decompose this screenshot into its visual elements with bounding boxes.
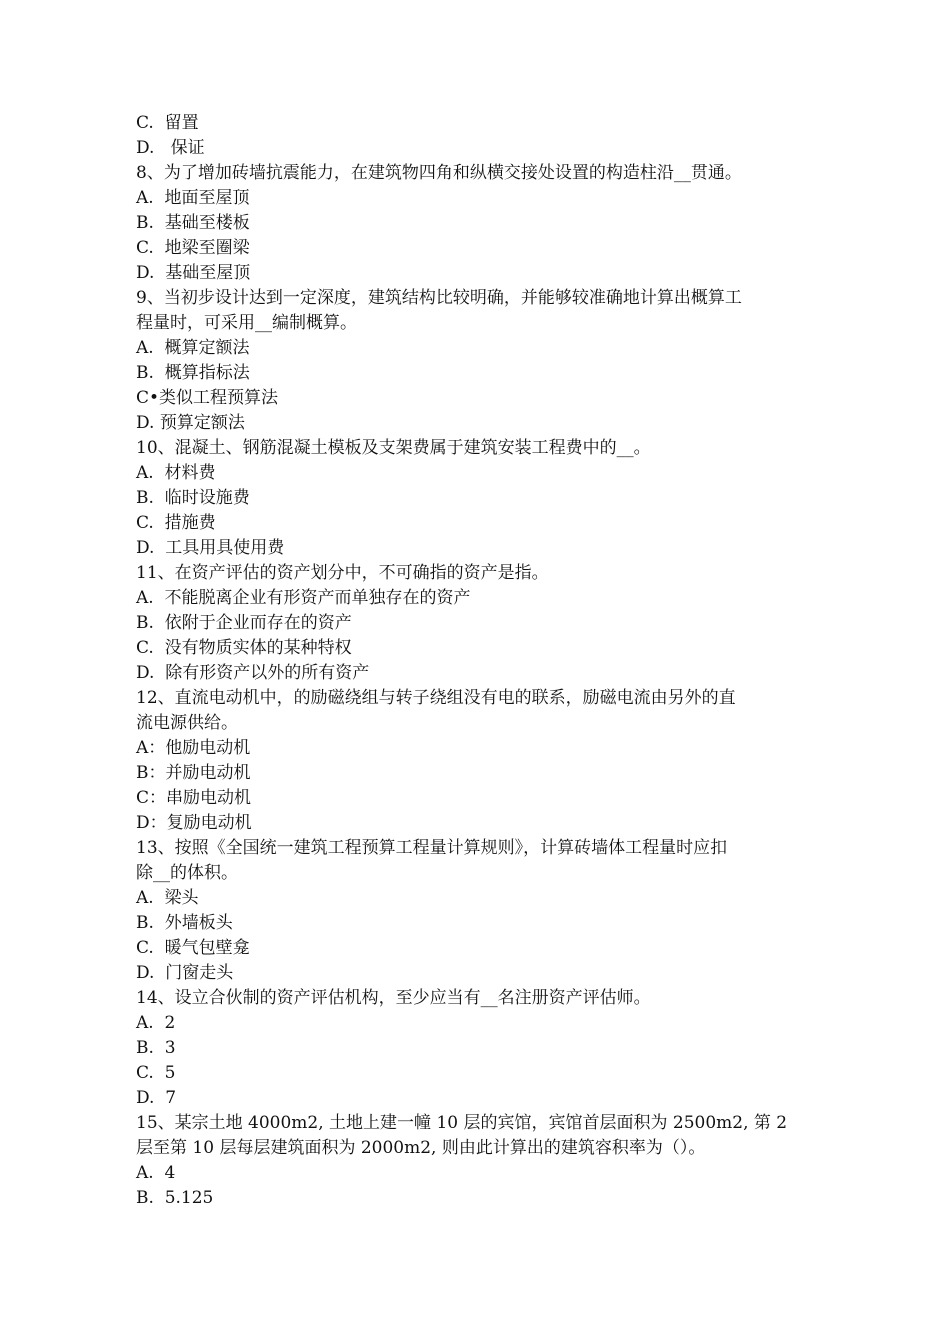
option-line: C. 措施费 (136, 513, 216, 533)
option-line: B. 5.125 (136, 1188, 214, 1208)
option-line: D. 工具用具使用费 (136, 538, 285, 558)
option-line: C. 地梁至圈梁 (136, 238, 250, 258)
text-line: D. 保证 (136, 138, 205, 158)
question-text: 8、为了增加砖墙抗震能力，在建筑物四角和纵横交接处设置的构造柱沿__贯通。 (136, 163, 742, 183)
question-text: 9、当初步设计达到一定深度，建筑结构比较明确，并能够较准确地计算出概算工 (136, 288, 742, 308)
option-line: D. 基础至屋顶 (136, 263, 251, 283)
question-text: 11、在资产评估的资产划分中，不可确指的资产是指。 (136, 563, 549, 583)
option-line: A. 不能脱离企业有形资产而单独存在的资产 (136, 588, 471, 608)
option-line: C：串励电动机 (136, 788, 252, 808)
option-line: A. 2 (136, 1013, 176, 1033)
option-line: D. 预算定额法 (136, 413, 245, 433)
option-line: C. 暖气包壁龛 (136, 938, 250, 958)
option-line: C. 5 (136, 1063, 176, 1083)
question-text: 层至第 10 层每层建筑面积为 2000m2, 则由此计算出的建筑容积率为（）。 (136, 1138, 706, 1158)
option-line: A：他励电动机 (136, 738, 251, 758)
option-line: A. 概算定额法 (136, 338, 250, 358)
option-line: A. 材料费 (136, 463, 216, 483)
option-line: B. 基础至楼板 (136, 213, 250, 233)
question-text: 流电源供给。 (136, 713, 238, 733)
option-line: B. 概算指标法 (136, 363, 250, 383)
option-line: D：复励电动机 (136, 813, 252, 833)
option-line: B：并励电动机 (136, 763, 251, 783)
option-line: A. 地面至屋顶 (136, 188, 250, 208)
document-page (136, 111, 826, 1211)
question-text: 13、按照《全国统一建筑工程预算工程量计算规则》，计算砖墙体工程量时应扣 (136, 838, 728, 858)
text-line: C. 留置 (136, 113, 199, 133)
option-line: C. 没有物质实体的某种特权 (136, 638, 352, 658)
question-text: 10、混凝土、钢筋混凝土模板及支架费属于建筑安装工程费中的__。 (136, 438, 651, 458)
option-line: A. 4 (136, 1163, 176, 1183)
option-line: B. 3 (136, 1038, 176, 1058)
option-line: C•类似工程预算法 (136, 388, 279, 408)
option-line: B. 外墙板头 (136, 913, 233, 933)
option-line: A. 梁头 (136, 888, 199, 908)
option-line: B. 临时设施费 (136, 488, 250, 508)
option-line: D. 门窗走头 (136, 963, 234, 983)
option-line: D. 除有形资产以外的所有资产 (136, 663, 370, 683)
question-text: 程量时，可采用__编制概算。 (136, 313, 357, 333)
question-text: 12、直流电动机中，的励磁绕组与转子绕组没有电的联系，励磁电流由另外的直 (136, 688, 736, 708)
option-line: B. 依附于企业而存在的资产 (136, 613, 352, 633)
question-text: 14、设立合伙制的资产评估机构，至少应当有__名注册资产评估师。 (136, 988, 651, 1008)
option-line: D. 7 (136, 1088, 177, 1108)
question-text: 除__的体积。 (136, 863, 238, 883)
question-text: 15、某宗土地 4000m2, 土地上建一幢 10 层的宾馆，宾馆首层面积为 2500m2, 第 2 (136, 1113, 788, 1133)
